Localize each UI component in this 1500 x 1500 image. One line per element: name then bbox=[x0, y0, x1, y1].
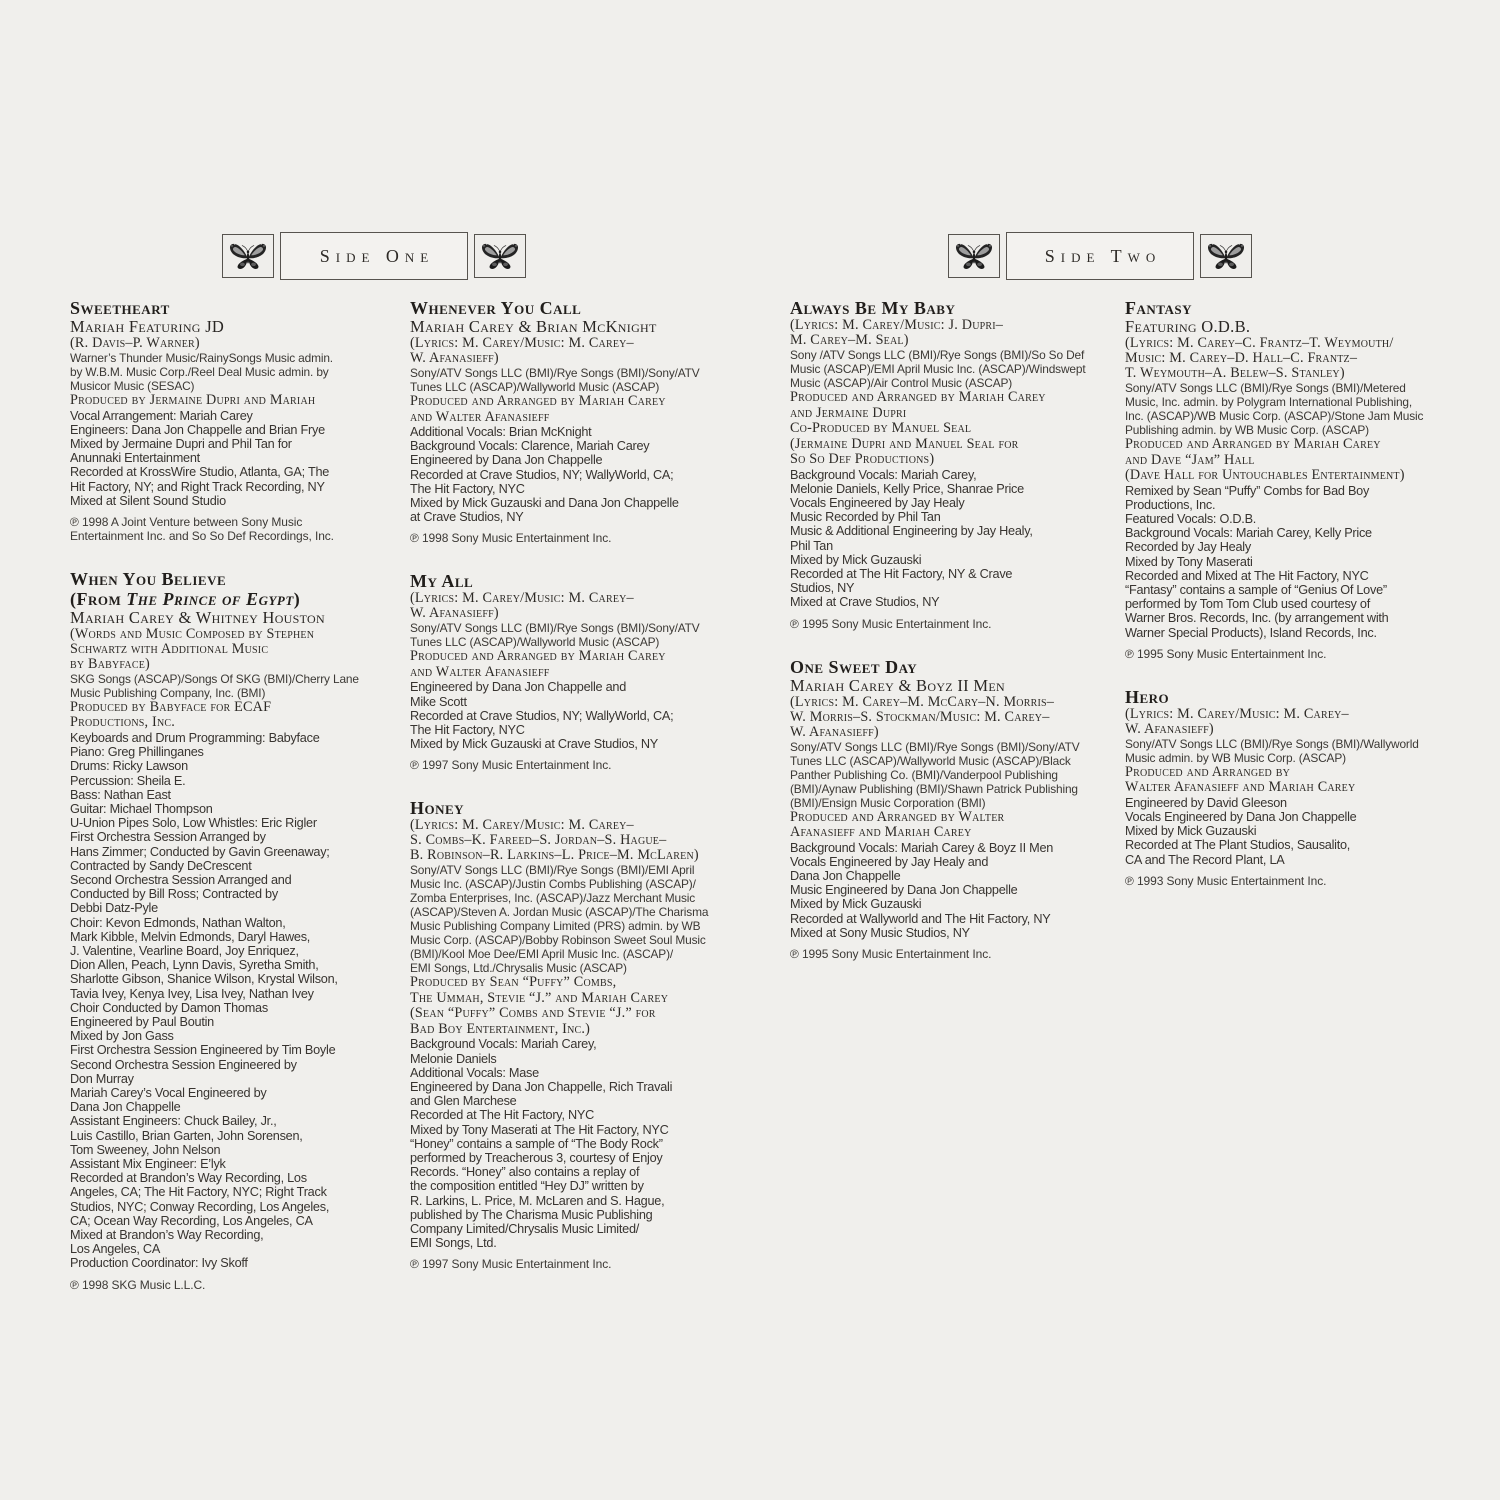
publishing-line: by W.B.M. Music Corp./Reel Deal Music admin. by bbox=[70, 365, 329, 379]
credit-line: Mixed by Mick Guzauski and Dana Jon Chappelle bbox=[410, 496, 679, 511]
publishing-line: Sony/ATV Songs LLC (BMI)/Rye Songs (BMI)/Sony/ATV bbox=[410, 366, 700, 380]
credit-line: Conducted by Bill Ross; Contracted by bbox=[70, 887, 278, 902]
credit-line: Engineered by Dana Jon Chappelle, Rich Travali bbox=[410, 1080, 673, 1095]
song-title: (From The Prince of Egypt) bbox=[70, 588, 301, 609]
credit-line: J. Valentine, Vearline Board, Joy Enriquez, bbox=[70, 943, 299, 958]
credit-line: performed by Treacherous 3, courtesy of Enjoy bbox=[410, 1151, 663, 1166]
song-title: Always Be My Baby bbox=[790, 298, 956, 318]
publishing-line: (BMI)/Aynaw Publishing (BMI)/Shawn Patrick Publishing bbox=[790, 781, 1078, 796]
song-section bbox=[410, 571, 715, 772]
column-side-one-left bbox=[70, 298, 375, 1318]
credit-line: Keyboards and Drum Programming: Babyface bbox=[70, 730, 320, 745]
credit-line: Drums: Ricky Lawson bbox=[70, 759, 188, 774]
publishing-line: Zomba Enterprises, Inc. (ASCAP)/Jazz Merchant Music bbox=[410, 891, 696, 906]
production-line: and Walter Afanasieff bbox=[410, 663, 550, 680]
credit-line: the composition entitled “Hey DJ” written by bbox=[410, 1179, 644, 1194]
credit-line: Mixed by Jon Gass bbox=[70, 1029, 174, 1044]
copyright-line: ℗ 1998 Sony Music Entertainment Inc. bbox=[410, 531, 612, 546]
production-line: Produced by Sean “Puffy” Combs, bbox=[410, 974, 617, 991]
credit-line: Luis Castillo, Brian Garten, John Sorensen, bbox=[70, 1128, 303, 1143]
credit-line: performed by Tom Tom Club used courtesy of bbox=[1125, 597, 1371, 612]
butterfly-icon bbox=[474, 234, 526, 278]
column-side-one-right bbox=[410, 298, 715, 1297]
credit-line: Productions, Inc. bbox=[1125, 497, 1216, 512]
publishing-line: SKG Songs (ASCAP)/Songs Of SKG (BMI)/Cherry Lane bbox=[70, 671, 359, 686]
publishing-line: (BMI)/Ensign Music Corporation (BMI) bbox=[790, 795, 986, 810]
song-title: Honey bbox=[410, 798, 465, 819]
writers-line: W. Afanasieff) bbox=[410, 605, 499, 622]
publishing-line: Sony/ATV Songs LLC (BMI)/Rye Songs (BMI)/Wallyworld bbox=[1125, 736, 1419, 751]
credit-line: Recorded at Brandon’s Way Recording, Los bbox=[70, 1171, 307, 1186]
song-section bbox=[410, 298, 715, 545]
production-line: So So Def Productions) bbox=[790, 451, 935, 467]
production-line: and Jermaine Dupri bbox=[790, 404, 907, 421]
credit-line: Debbi Datz-Pyle bbox=[70, 901, 158, 916]
production-line: Productions, Inc. bbox=[70, 714, 175, 731]
credit-line: Hit Factory, NY; and Right Track Recording, NY bbox=[70, 479, 325, 494]
copyright-line: ℗ 1998 A Joint Venture between Sony Music bbox=[70, 514, 303, 529]
writers-line: (Lyrics: M. Carey/Music: M. Carey– bbox=[410, 335, 634, 351]
credit-line: Background Vocals: Clarence, Mariah Carey bbox=[410, 439, 650, 454]
side-two-label-box bbox=[1006, 232, 1194, 280]
credit-line: Recorded at The Hit Factory, NY & Crave bbox=[790, 566, 1013, 581]
credit-line: Vocals Engineered by Jay Healy bbox=[790, 495, 965, 510]
credit-line: Second Orchestra Session Arranged and bbox=[70, 872, 292, 887]
song-title: Fantasy bbox=[1125, 298, 1192, 318]
publishing-line: (ASCAP)/Steven A. Jordan Music (ASCAP)/The Charisma bbox=[410, 905, 709, 920]
credit-line: Angeles, CA; The Hit Factory, NYC; Right Track bbox=[70, 1185, 327, 1200]
writers-line: Music: M. Carey–D. Hall–C. Frantz– bbox=[1125, 350, 1358, 366]
publishing-line: Warner’s Thunder Music/RainySongs Music admin. bbox=[70, 351, 333, 365]
production-line: Produced and Arranged by Mariah Carey bbox=[790, 389, 1046, 405]
credit-line: First Orchestra Session Arranged by bbox=[70, 830, 266, 845]
credit-line: Warner Special Products), Island Records, Inc. bbox=[1125, 625, 1377, 640]
credit-line: Assistant Engineers: Chuck Bailey, Jr., bbox=[70, 1114, 277, 1129]
credit-line: Mixed at Crave Studios, NY bbox=[790, 595, 940, 610]
song-section bbox=[1125, 687, 1445, 888]
copyright-line: ℗ 1997 Sony Music Entertainment Inc. bbox=[410, 1257, 612, 1272]
credit-line: Vocals Engineered by Dana Jon Chappelle bbox=[1125, 809, 1357, 824]
credit-line: Dana Jon Chappelle bbox=[790, 868, 901, 883]
song-section bbox=[790, 298, 1090, 631]
credit-line: Additional Vocals: Mase bbox=[410, 1065, 539, 1080]
writers-line: (Lyrics: M. Carey/Music: M. Carey– bbox=[1125, 705, 1349, 722]
credit-line: Los Angeles, CA bbox=[70, 1242, 161, 1257]
publishing-line: Music Inc. (ASCAP)/Justin Combs Publishing (ASCAP)/ bbox=[410, 877, 696, 892]
credit-line: Contracted by Sandy DeCrescent bbox=[70, 858, 252, 873]
writers-line: W. Afanasieff) bbox=[410, 350, 499, 366]
credit-line: CA and The Record Plant, LA bbox=[1125, 852, 1285, 867]
production-line: Produced by Babyface for ECAF bbox=[70, 698, 272, 715]
writers-line: S. Combs–K. Fareed–S. Jordan–S. Hague– bbox=[410, 832, 667, 849]
copyright-line: ℗ 1995 Sony Music Entertainment Inc. bbox=[790, 616, 992, 631]
side-two-header bbox=[948, 232, 1252, 280]
production-line: (Dave Hall for Untouchables Entertainment) bbox=[1125, 467, 1405, 483]
credit-line: Mixed at Brandon’s Way Recording, bbox=[70, 1228, 264, 1243]
writers-line: (R. Davis–P. Warner) bbox=[70, 335, 200, 351]
credit-line: Studios, NYC; Conway Recording, Los Angeles, bbox=[70, 1199, 330, 1214]
writers-line: W. Afanasieff) bbox=[790, 723, 879, 740]
credit-line: Mixed at Silent Sound Studio bbox=[70, 493, 226, 508]
credit-line: Don Murray bbox=[70, 1071, 134, 1086]
credit-line: Vocal Arrangement: Mariah Carey bbox=[70, 408, 253, 423]
credit-line: EMI Songs, Ltd. bbox=[410, 1236, 497, 1251]
writers-line: (Lyrics: M. Carey/Music: M. Carey– bbox=[410, 590, 634, 607]
credit-line: Mariah Carey’s Vocal Engineered by bbox=[70, 1086, 267, 1100]
song-title: When You Believe bbox=[70, 568, 227, 589]
publishing-line: Panther Publishing Co. (BMI)/Vanderpool Publishing bbox=[790, 767, 1058, 782]
copyright-line: ℗ 1995 Sony Music Entertainment Inc. bbox=[1125, 646, 1327, 661]
song-section bbox=[70, 298, 375, 543]
credit-line: “Honey” contains a sample of “The Body Rock” bbox=[410, 1136, 663, 1151]
writers-line: (Lyrics: M. Carey–M. McCary–N. Morris– bbox=[790, 693, 1055, 710]
credit-line: Dana Jon Chappelle bbox=[70, 1100, 181, 1115]
production-line: and Walter Afanasieff bbox=[410, 408, 550, 425]
copyright-line: ℗ 1997 Sony Music Entertainment Inc. bbox=[410, 758, 612, 773]
publishing-line: Sony/ATV Songs LLC (BMI)/Rye Songs (BMI)/Sony/ATV bbox=[790, 739, 1080, 754]
credit-line: Guitar: Michael Thompson bbox=[70, 801, 213, 816]
credit-line: Records. “Honey” also contains a replay of bbox=[410, 1165, 640, 1180]
production-line: Produced and Arranged by Walter bbox=[790, 808, 1005, 825]
credit-line: The Hit Factory, NYC bbox=[410, 481, 525, 496]
song-title: Sweetheart bbox=[70, 298, 170, 318]
copyright-line: ℗ 1995 Sony Music Entertainment Inc. bbox=[790, 946, 992, 961]
credit-line: Assistant Mix Engineer: E’lyk bbox=[70, 1157, 226, 1172]
publishing-line: (BMI)/Kool Moe Dee/EMI April Music Inc. (ASCAP)/ bbox=[410, 947, 674, 962]
song-title: My All bbox=[410, 571, 474, 592]
publishing-line: Music Publishing Company, Inc. (BMI) bbox=[70, 685, 266, 700]
credit-line: Music Engineered by Dana Jon Chappelle bbox=[790, 883, 1018, 898]
credit-line: Additional Vocals: Brian McKnight bbox=[410, 425, 592, 439]
credit-line: R. Larkins, L. Price, M. McLaren and S. Hague, bbox=[410, 1193, 665, 1208]
publishing-line: Sony /ATV Songs LLC (BMI)/Rye Songs (BMI)/So So Def bbox=[790, 348, 1085, 362]
butterfly-icon bbox=[222, 234, 274, 278]
publishing-line: Tunes LLC (ASCAP)/Wallyworld Music (ASCAP) bbox=[410, 380, 660, 394]
column-side-two-right bbox=[1125, 298, 1445, 914]
writers-line: Schwartz with Additional Music bbox=[70, 640, 269, 657]
credit-line: Vocals Engineered by Jay Healy and bbox=[790, 854, 989, 869]
credit-line: Background Vocals: Mariah Carey & Boyz II Men bbox=[790, 840, 1054, 855]
side-two-label: Side Two bbox=[1044, 245, 1162, 266]
credit-line: Sharlotte Gibson, Shanice Wilson, Krystal Wilson, bbox=[70, 972, 338, 987]
credit-line: Music & Additional Engineering by Jay Healy, bbox=[790, 524, 1033, 539]
production-line: Bad Boy Entertainment, Inc.) bbox=[410, 1020, 591, 1037]
credit-line: CA; Ocean Way Recording, Los Angeles, CA bbox=[70, 1213, 313, 1228]
writers-line: (Lyrics: M. Carey/Music: M. Carey– bbox=[410, 817, 634, 834]
publishing-line: Sony/ATV Songs LLC (BMI)/Rye Songs (BMI)/EMI April bbox=[410, 863, 695, 878]
writers-line: (Lyrics: M. Carey–C. Frantz–T. Weymouth/ bbox=[1125, 335, 1394, 351]
credit-line: Production Coordinator: Ivy Skoff bbox=[70, 1256, 248, 1271]
song-section bbox=[70, 569, 375, 1292]
publishing-line: Music (ASCAP)/Air Control Music (ASCAP) bbox=[790, 376, 1013, 390]
artist-line: Mariah Carey & Boyz II Men bbox=[790, 675, 1005, 695]
publishing-line: Sony/ATV Songs LLC (BMI)/Rye Songs (BMI)/Metered bbox=[1125, 381, 1406, 395]
writers-line: W. Afanasieff) bbox=[1125, 720, 1214, 737]
writers-line: B. Robinson–R. Larkins–L. Price–M. McLaren) bbox=[410, 847, 699, 864]
publishing-line: Publishing admin. by WB Music Corp. (ASCAP) bbox=[1125, 423, 1369, 437]
credit-line: Tavia Ivey, Kenya Ivey, Lisa Ivey, Nathan Ivey bbox=[70, 986, 314, 1001]
publishing-line: Music admin. by WB Music Corp. (ASCAP) bbox=[1125, 750, 1346, 765]
artist-line: Mariah Carey & Whitney Houston bbox=[70, 607, 325, 627]
credit-line: Background Vocals: Mariah Carey, bbox=[790, 467, 977, 482]
writers-line: (Words and Music Composed by Stephen bbox=[70, 625, 315, 642]
credit-line: Anunnaki Entertainment bbox=[70, 451, 200, 466]
column-side-two-left bbox=[790, 298, 1090, 987]
production-line: Walter Afanasieff and Mariah Carey bbox=[1125, 779, 1356, 796]
credit-line: Mixed by Jermaine Dupri and Phil Tan for bbox=[70, 436, 292, 451]
credit-line: published by The Charisma Music Publishing bbox=[410, 1207, 653, 1222]
credit-line: Background Vocals: Mariah Carey, Kelly Price bbox=[1125, 526, 1372, 541]
publishing-line: Musicor Music (SESAC) bbox=[70, 379, 195, 393]
credit-line: Hans Zimmer; Conducted by Gavin Greenaway; bbox=[70, 844, 330, 859]
credit-line: Mixed by Tony Maserati bbox=[1125, 554, 1253, 569]
credit-line: Mixed by Mick Guzauski bbox=[1125, 824, 1257, 839]
credit-line: Mixed by Mick Guzauski at Crave Studios, NY bbox=[410, 737, 659, 752]
song-title: Hero bbox=[1125, 686, 1170, 707]
publishing-line: Music Publishing Company Limited (PRS) admin. by WB bbox=[410, 919, 701, 934]
credit-line: Engineered by Paul Boutin bbox=[70, 1014, 214, 1029]
credit-line: Phil Tan bbox=[790, 538, 833, 553]
production-line: Co-Produced by Manuel Seal bbox=[790, 420, 972, 436]
publishing-line: Music Corp. (ASCAP)/Bobby Robinson Sweet Soul Music bbox=[410, 933, 706, 948]
copyright-line: ℗ 1993 Sony Music Entertainment Inc. bbox=[1125, 873, 1327, 888]
publishing-line: Tunes LLC (ASCAP)/Wallyworld Music (ASCAP) bbox=[410, 635, 660, 650]
writers-line: W. Morris–S. Stockman/Music: M. Carey– bbox=[790, 708, 1050, 725]
credit-line: First Orchestra Session Engineered by Tim Boyle bbox=[70, 1043, 336, 1058]
artist-line: Mariah Featuring JD bbox=[70, 317, 225, 336]
credit-line: Recorded at Crave Studios, NY; WallyWorld, CA; bbox=[410, 467, 674, 482]
credit-line: Recorded at The Hit Factory, NYC bbox=[410, 1108, 595, 1123]
credit-line: Remixed by Sean “Puffy” Combs for Bad Boy bbox=[1125, 483, 1370, 498]
credit-line: Recorded at The Plant Studios, Sausalito, bbox=[1125, 838, 1351, 853]
credit-line: Recorded by Jay Healy bbox=[1125, 540, 1251, 555]
publishing-line: Music, Inc. admin. by Polygram International Publishing, bbox=[1125, 395, 1413, 409]
credit-line: Engineered by Dana Jon Chappelle bbox=[410, 453, 603, 468]
credit-line: Melonie Daniels, Kelly Price, Shanrae Price bbox=[790, 481, 1024, 496]
credit-line: Recorded at KrossWire Studio, Atlanta, GA; The bbox=[70, 465, 330, 480]
credit-line: Percussion: Sheila E. bbox=[70, 773, 186, 788]
credit-line: Studios, NY bbox=[790, 581, 855, 596]
song-section bbox=[410, 798, 715, 1271]
production-line: Produced and Arranged by Mariah Carey bbox=[1125, 436, 1381, 452]
writers-line: by Babyface) bbox=[70, 655, 150, 672]
credit-line: Mike Scott bbox=[410, 694, 467, 709]
credit-line: at Crave Studios, NY bbox=[410, 510, 524, 525]
credit-line: Mark Kibble, Melvin Edmonds, Daryl Hawes, bbox=[70, 929, 311, 944]
song-title: Whenever You Call bbox=[410, 298, 582, 318]
credit-line: Background Vocals: Mariah Carey, bbox=[410, 1037, 597, 1052]
artist-line: Mariah Carey & Brian McKnight bbox=[410, 317, 657, 336]
butterfly-icon bbox=[948, 234, 1000, 278]
credit-line: Mixed by Mick Guzauski bbox=[790, 897, 922, 912]
production-line: Produced by Jermaine Dupri and Mariah bbox=[70, 392, 316, 408]
production-line: and Dave “Jam” Hall bbox=[1125, 451, 1255, 468]
credit-line: Company Limited/Chrysalis Music Limited/ bbox=[410, 1222, 640, 1237]
credit-line: Mixed by Mick Guzauski bbox=[790, 552, 922, 567]
publishing-line: Music (ASCAP)/EMI April Music Inc. (ASCAP)/Windswept bbox=[790, 362, 1086, 376]
credit-line: Choir Conducted by Damon Thomas bbox=[70, 1000, 268, 1015]
production-line: Produced and Arranged by Mariah Carey bbox=[410, 648, 666, 665]
writers-line: M. Carey–M. Seal) bbox=[790, 332, 909, 348]
credit-line: Recorded at Wallyworld and The Hit Factory, NY bbox=[790, 911, 1051, 926]
credit-line: Mixed by Tony Maserati at The Hit Factory, NYC bbox=[410, 1122, 669, 1137]
butterfly-icon bbox=[1200, 234, 1252, 278]
production-line: (Jermaine Dupri and Manuel Seal for bbox=[790, 435, 1019, 452]
writers-line: (Lyrics: M. Carey/Music: J. Dupri– bbox=[790, 317, 1004, 333]
publishing-line: Sony/ATV Songs LLC (BMI)/Rye Songs (BMI)/Sony/ATV bbox=[410, 621, 700, 636]
credit-line: Featured Vocals: O.D.B. bbox=[1125, 511, 1257, 526]
publishing-line: Tunes LLC (ASCAP)/Wallyworld Music (ASCAP)/Black bbox=[790, 753, 1071, 768]
credit-line: Engineered by David Gleeson bbox=[1125, 795, 1287, 810]
side-one-label-box bbox=[280, 232, 468, 280]
production-line: Afanasieff and Mariah Carey bbox=[790, 824, 972, 841]
side-one-header bbox=[222, 232, 526, 280]
credit-line: Choir: Kevon Edmonds, Nathan Walton, bbox=[70, 915, 286, 930]
credit-line: Engineers: Dana Jon Chappelle and Brian Frye bbox=[70, 422, 325, 437]
credit-line: Warner Bros. Records, Inc. (by arrangement with bbox=[1125, 611, 1389, 626]
production-line: Produced and Arranged by bbox=[1125, 763, 1291, 780]
credit-line: Recorded at Crave Studios, NY; WallyWorld, CA; bbox=[410, 708, 674, 723]
side-one-label: Side One bbox=[319, 245, 435, 266]
credit-line: Second Orchestra Session Engineered by bbox=[70, 1057, 297, 1072]
publishing-line: Inc. (ASCAP)/WB Music Corp. (ASCAP)/Stone Jam Music bbox=[1125, 409, 1424, 423]
credit-line: Bass: Nathan East bbox=[70, 787, 171, 802]
credit-line: “Fantasy” contains a sample of “Genius Of Love” bbox=[1125, 582, 1387, 597]
credit-line: Melonie Daniels bbox=[410, 1051, 497, 1066]
writers-line: T. Weymouth–A. Belew–S. Stanley) bbox=[1125, 365, 1345, 381]
credit-line: Mixed at Sony Music Studios, NY bbox=[790, 925, 970, 940]
credit-line: and Glen Marchese bbox=[410, 1094, 517, 1109]
publishing-line: EMI Songs, Ltd./Chrysalis Music (ASCAP) bbox=[410, 961, 627, 976]
credit-line: Dion Allen, Peach, Lynn Davis, Syretha Smith, bbox=[70, 958, 319, 973]
song-title: One Sweet Day bbox=[790, 656, 918, 677]
credit-line: Tom Sweeney, John Nelson bbox=[70, 1142, 221, 1157]
credit-line: Recorded and Mixed at The Hit Factory, NYC bbox=[1125, 568, 1369, 583]
production-line: Produced and Arranged by Mariah Carey bbox=[410, 393, 666, 409]
credit-line: U-Union Pipes Solo, Low Whistles: Eric Rigler bbox=[70, 816, 317, 831]
song-section bbox=[1125, 298, 1445, 661]
credit-line: Piano: Greg Phillinganes bbox=[70, 745, 204, 760]
production-line: (Sean “Puffy” Combs and Stevie “J.” for bbox=[410, 1005, 656, 1022]
copyright-line: Entertainment Inc. and So So Def Recordings, Inc. bbox=[70, 528, 334, 543]
production-line: The Ummah, Stevie “J.” and Mariah Carey bbox=[410, 989, 669, 1006]
song-section bbox=[790, 657, 1090, 961]
copyright-line: ℗ 1998 SKG Music L.L.C. bbox=[70, 1277, 206, 1292]
credit-line: The Hit Factory, NYC bbox=[410, 723, 525, 738]
credit-line: Music Recorded by Phil Tan bbox=[790, 510, 941, 525]
credit-line: Engineered by Dana Jon Chappelle and bbox=[410, 680, 627, 695]
artist-line: Featuring O.D.B. bbox=[1125, 317, 1251, 336]
